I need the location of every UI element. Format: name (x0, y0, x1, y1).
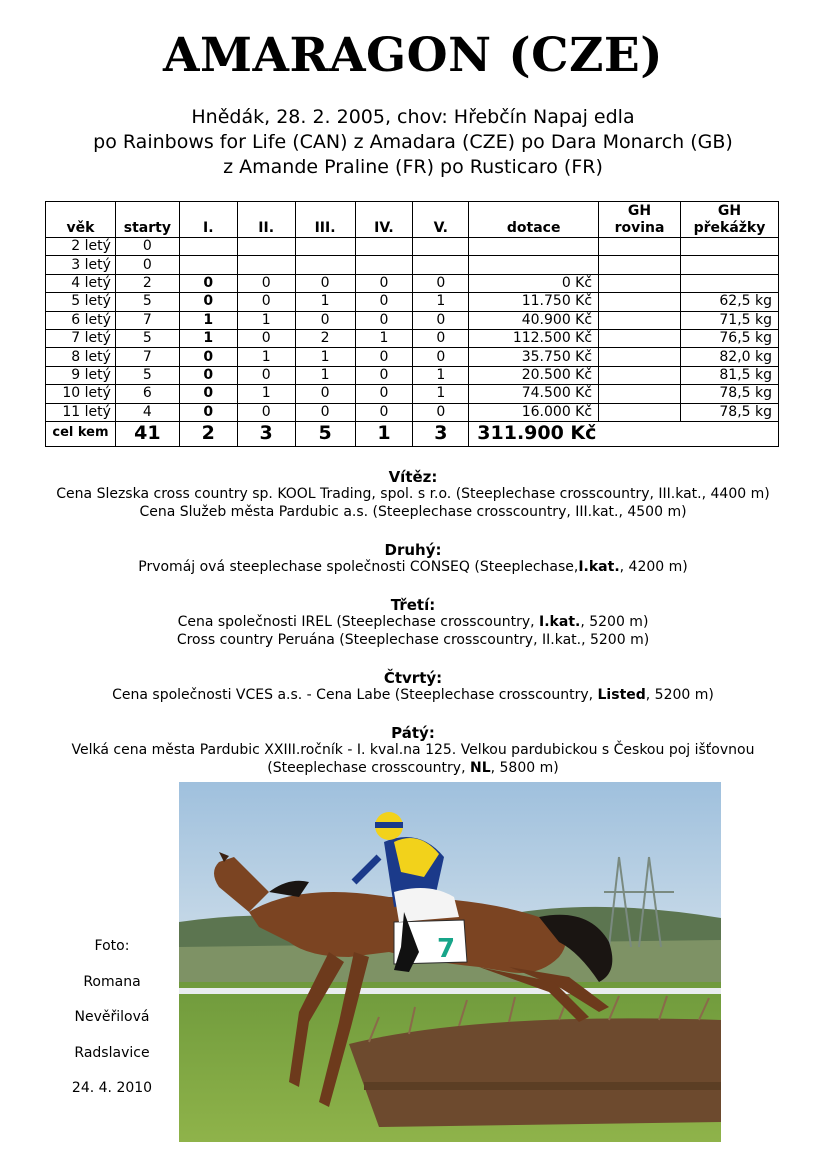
row-starts: 5 (115, 293, 179, 311)
total-second: 3 (237, 421, 295, 446)
row-gh-hurdles: 62,5 kg (680, 293, 778, 311)
fourth-heading: Čtvrtý: (383, 669, 443, 687)
fifth-race-2: (Steeplechase crosscountry, NL, 5800 m) (267, 760, 559, 776)
row-third: 0 (295, 311, 355, 329)
row-third: 1 (295, 366, 355, 384)
total-starts: 41 (115, 421, 179, 446)
row-fifth: 0 (413, 329, 469, 347)
table-row (46, 311, 779, 329)
subtitle-line-1: Hnědák, 28. 2. 2005, chov: Hřebčín Napaj edla (191, 106, 635, 128)
table-row (46, 256, 779, 274)
row-age: 7 letý (46, 329, 116, 347)
row-fifth: 1 (413, 293, 469, 311)
header-age: věk (46, 202, 116, 238)
row-starts: 5 (115, 366, 179, 384)
row-age: 4 letý (46, 274, 116, 292)
row-prize: 40.900 Kč (469, 311, 599, 329)
row-second: 0 (237, 366, 295, 384)
row-gh-flat (599, 385, 681, 403)
fifth-race-1: Velká cena města Pardubic XXIII.ročník - I. kval.na 125. Velkou pardubickou s Českou poj išťovnou (71, 742, 755, 758)
third-race-2: Cross country Peruána (Steeplechase crosscountry, II.kat., 5200 m) (176, 632, 650, 648)
row-third: 0 (295, 274, 355, 292)
row-prize (469, 238, 599, 256)
row-fifth: 1 (413, 385, 469, 403)
row-second: 1 (237, 348, 295, 366)
row-starts: 7 (115, 311, 179, 329)
row-prize: 0 Kč (469, 274, 599, 292)
row-age: 10 letý (46, 385, 116, 403)
row-fourth: 1 (355, 329, 413, 347)
row-fourth (355, 256, 413, 274)
row-prize: 16.000 Kč (469, 403, 599, 421)
row-third: 2 (295, 329, 355, 347)
fourth-race-1: Cena společnosti VCES a.s. - Cena Labe (Steeplechase crosscountry, Listed, 5200 m) (112, 687, 714, 703)
row-prize: 11.750 Kč (469, 293, 599, 311)
row-fourth: 0 (355, 348, 413, 366)
row-third: 1 (295, 293, 355, 311)
header-fourth: IV. (355, 202, 413, 238)
second-heading: Druhý: (384, 541, 442, 559)
row-first (179, 256, 237, 274)
row-starts: 4 (115, 403, 179, 421)
row-starts: 2 (115, 274, 179, 292)
row-age: 11 letý (46, 403, 116, 421)
row-first (179, 238, 237, 256)
table-row (46, 403, 779, 421)
saddlecloth-number: 7 (437, 934, 456, 964)
horse-title: AMARAGON (CZE) (163, 28, 663, 83)
row-third: 0 (295, 403, 355, 421)
photo-caption-line-4: Radslavice (74, 1045, 150, 1061)
row-first: 0 (179, 293, 237, 311)
row-gh-flat (599, 348, 681, 366)
row-first: 0 (179, 403, 237, 421)
header-gh-hurdles: GH překážky (680, 202, 778, 238)
subtitle-line-2: po Rainbows for Life (CAN) z Amadara (CZE) po Dara Monarch (GB) (93, 131, 733, 153)
row-starts: 0 (115, 256, 179, 274)
row-gh-flat (599, 274, 681, 292)
subtitle-line-3: z Amande Praline (FR) po Rusticaro (FR) (223, 156, 603, 178)
table-row (46, 348, 779, 366)
photo-caption-line-3: Nevěřilová (74, 1009, 150, 1025)
row-prize: 74.500 Kč (469, 385, 599, 403)
total-fifth: 3 (413, 421, 469, 446)
table-row (46, 329, 779, 347)
row-starts: 6 (115, 385, 179, 403)
table-row (46, 274, 779, 292)
header-first: I. (179, 202, 237, 238)
row-fourth: 0 (355, 385, 413, 403)
row-prize (469, 256, 599, 274)
third-race-1: Cena společnosti IREL (Steeplechase crosscountry, I.kat., 5200 m) (177, 614, 649, 630)
row-fifth (413, 256, 469, 274)
row-gh-hurdles: 82,0 kg (680, 348, 778, 366)
row-starts: 7 (115, 348, 179, 366)
photo-caption-line-1: Foto: (94, 938, 130, 954)
row-gh-flat (599, 256, 681, 274)
row-second: 0 (237, 403, 295, 421)
row-third (295, 256, 355, 274)
row-second: 1 (237, 385, 295, 403)
row-fifth (413, 238, 469, 256)
row-age: 8 letý (46, 348, 116, 366)
results-table (45, 201, 779, 447)
photo-caption-line-5: 24. 4. 2010 (71, 1080, 153, 1096)
row-fourth: 0 (355, 274, 413, 292)
row-gh-hurdles (680, 238, 778, 256)
row-prize: 35.750 Kč (469, 348, 599, 366)
total-first: 2 (179, 421, 237, 446)
row-gh-flat (599, 293, 681, 311)
second-race-1: Prvomáj ová steeplechase společnosti CONSEQ (Steeplechase,I.kat., 4200 m) (138, 559, 688, 575)
total-label: cel kem (46, 421, 116, 446)
header-second: II. (237, 202, 295, 238)
winner-race-1: Cena Slezska cross country sp. KOOL Trading, spol. s r.o. (Steeplechase crosscountry, III.kat., 4400 m) (56, 486, 770, 502)
row-second (237, 238, 295, 256)
row-fourth: 0 (355, 366, 413, 384)
header-gh-flat: GH rovina (599, 202, 681, 238)
row-gh-flat (599, 366, 681, 384)
row-fourth: 0 (355, 311, 413, 329)
header-third: III. (295, 202, 355, 238)
row-gh-hurdles (680, 256, 778, 274)
row-third: 0 (295, 385, 355, 403)
row-age: 2 letý (46, 238, 116, 256)
row-age: 6 letý (46, 311, 116, 329)
row-age: 3 letý (46, 256, 116, 274)
row-first: 0 (179, 274, 237, 292)
row-fifth: 0 (413, 348, 469, 366)
photo-caption-line-2: Romana (83, 974, 141, 990)
row-second: 0 (237, 329, 295, 347)
row-gh-hurdles (680, 274, 778, 292)
row-first: 0 (179, 348, 237, 366)
row-gh-hurdles: 78,5 kg (680, 385, 778, 403)
table-row (46, 293, 779, 311)
row-first: 0 (179, 366, 237, 384)
third-heading: Třetí: (390, 596, 436, 614)
row-third: 1 (295, 348, 355, 366)
row-gh-hurdles: 78,5 kg (680, 403, 778, 421)
row-fourth: 0 (355, 403, 413, 421)
header-starts: starty (115, 202, 179, 238)
row-second: 0 (237, 274, 295, 292)
row-second: 1 (237, 311, 295, 329)
row-gh-flat (599, 311, 681, 329)
row-gh-flat (599, 403, 681, 421)
row-fifth: 0 (413, 274, 469, 292)
total-row (46, 421, 779, 446)
row-first: 1 (179, 311, 237, 329)
row-fourth (355, 238, 413, 256)
row-third (295, 238, 355, 256)
row-starts: 0 (115, 238, 179, 256)
row-fifth: 0 (413, 403, 469, 421)
row-starts: 5 (115, 329, 179, 347)
winner-heading: Vítěz: (388, 468, 438, 486)
winner-race-2: Cena Služeb města Pardubic a.s. (Steeplechase crosscountry, III.kat., 4500 m) (139, 504, 687, 520)
total-prize: 311.900 Kč (469, 421, 779, 446)
row-first: 1 (179, 329, 237, 347)
row-fourth: 0 (355, 293, 413, 311)
fifth-heading: Pátý: (391, 724, 435, 742)
row-fifth: 1 (413, 366, 469, 384)
row-first: 0 (179, 385, 237, 403)
race-photo (179, 782, 721, 1142)
row-gh-flat (599, 238, 681, 256)
row-gh-hurdles: 81,5 kg (680, 366, 778, 384)
row-gh-hurdles: 76,5 kg (680, 329, 778, 347)
row-age: 5 letý (46, 293, 116, 311)
table-row (46, 238, 779, 256)
row-fifth: 0 (413, 311, 469, 329)
table-row (46, 385, 779, 403)
total-third: 5 (295, 421, 355, 446)
row-gh-flat (599, 329, 681, 347)
table-header-row (46, 202, 779, 238)
row-second (237, 256, 295, 274)
table-row (46, 366, 779, 384)
row-prize: 20.500 Kč (469, 366, 599, 384)
row-gh-hurdles: 71,5 kg (680, 311, 778, 329)
row-second: 0 (237, 293, 295, 311)
header-prize: dotace (469, 202, 599, 238)
header-fifth: V. (413, 202, 469, 238)
row-age: 9 letý (46, 366, 116, 384)
total-fourth: 1 (355, 421, 413, 446)
row-prize: 112.500 Kč (469, 329, 599, 347)
